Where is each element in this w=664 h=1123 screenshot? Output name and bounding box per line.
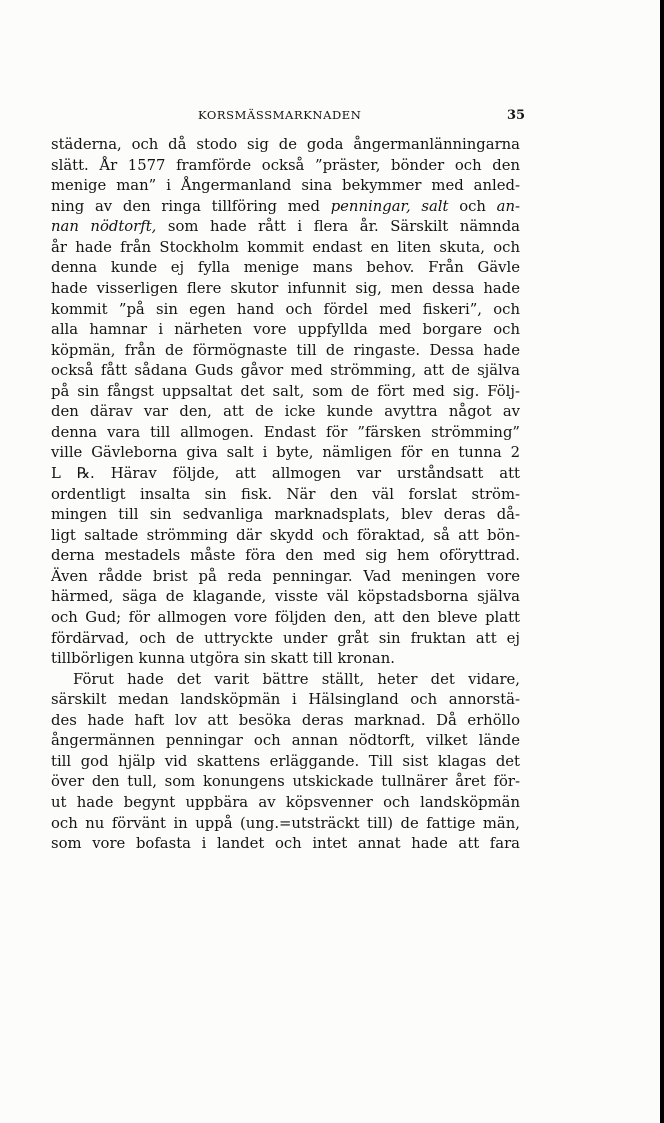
text-line <box>51 341 520 362</box>
text-segment: denna vara till allmogen. Endast för ”färsken strömming” <box>51 423 520 441</box>
text-line <box>51 834 520 855</box>
text-line <box>51 197 520 218</box>
text-segment: ordentligt insalta sin fisk. När den väl forslat ström- <box>51 485 520 503</box>
text-line <box>51 608 520 629</box>
text-segment: den därav var den, att de icke kunde avyttra något av <box>51 403 520 421</box>
text-line <box>51 176 520 197</box>
text-segment: och Gud; för allmogen vore följden den, att den bleve platt <box>51 608 520 626</box>
italic-text: nan nödtorft, <box>51 218 157 236</box>
italic-text: an- <box>496 197 521 215</box>
text-line <box>51 156 520 177</box>
text-line <box>51 567 520 588</box>
text-line <box>51 526 520 547</box>
running-title: KORSMÄSSMARKNADEN <box>198 108 362 122</box>
text-segment: ville Gävleborna giva salt i byte, nämligen för en tunna 2 <box>51 444 520 462</box>
text-line <box>51 361 520 382</box>
text-line <box>51 217 520 238</box>
text-segment: köpmän, från de förmögnaste till de ringaste. Dessa hade <box>51 341 520 359</box>
text-line <box>51 485 520 506</box>
text-segment: ning av den ringa tillföring med <box>51 197 331 215</box>
text-segment: fördärvad, och de uttryckte under gråt sin fruktan att ej <box>51 629 520 647</box>
text-segment: L ℞. Härav följde, att allmogen var urståndsatt att <box>51 465 520 482</box>
text-segment: hade visserligen flere skutor infunnit sig, men dessa hade <box>51 279 520 297</box>
text-line <box>51 402 520 423</box>
text-segment: ligt saltade strömming där skydd och föraktad, så att bön- <box>51 526 520 544</box>
italic-text: penningar, salt <box>330 197 449 215</box>
text-segment: kommit ”på sin egen hand och fördel med fiskeri”, och <box>51 300 520 318</box>
text-segment: år hade från Stockholm kommit endast en liten skuta, och <box>51 238 520 256</box>
text-segment: härmed, säga de klagande, visste väl köpstadsborna själva <box>51 588 520 606</box>
text-segment: derna mestadels måste föra den med sig hem oföryttrad. <box>51 547 520 565</box>
text-segment: som hade rått i flera år. Särskilt nämnda <box>156 218 520 236</box>
text-segment: ångermännen penningar och annan nödtorft, vilket lände <box>51 732 520 750</box>
text-line <box>51 238 520 259</box>
text-line <box>51 649 520 670</box>
text-segment: slätt. År 1577 framförde också ”präster, bönder och den <box>51 156 520 174</box>
text-line <box>51 320 520 341</box>
text-segment: Förut hade det varit bättre ställt, heter det vidare, <box>73 670 520 688</box>
text-line <box>51 546 520 567</box>
text-segment: som vore bofasta i landet och intet annat hade att fara <box>51 835 520 853</box>
page-edge <box>660 0 664 1123</box>
text-line <box>51 258 520 279</box>
text-line <box>51 443 520 464</box>
text-segment: Även rådde brist på reda penningar. Vad meningen vore <box>51 567 520 585</box>
page-number: 35 <box>507 108 526 123</box>
text-line <box>51 423 520 444</box>
text-line <box>51 629 520 650</box>
text-segment: städerna, och då stodo sig de goda ångermanlänningarna <box>51 136 520 153</box>
text-line <box>51 752 520 773</box>
text-line <box>51 670 520 691</box>
text-line <box>51 300 520 321</box>
text-line <box>51 793 520 814</box>
text-line <box>51 690 520 711</box>
text-segment: des hade haft lov att besöka deras marknad. Då erhöllo <box>51 711 520 729</box>
text-segment: och nu förvänt in uppå (ung.=utsträckt till) de fattige män, <box>51 814 520 832</box>
text-line <box>51 772 520 793</box>
text-segment: menige man” i Ångermanland sina bekymmer med anled- <box>51 177 520 195</box>
text-line <box>51 279 520 300</box>
text-line <box>51 587 520 608</box>
text-segment: alla hamnar i närheten vore uppfyllda med borgare och <box>51 321 520 339</box>
text-segment: på sin fångst uppsaltat det salt, som de fört med sig. Följ- <box>51 382 520 400</box>
text-segment: och <box>448 197 497 215</box>
text-line <box>51 711 520 732</box>
text-segment: denna kunde ej fylla menige mans behov. Från Gävle <box>51 259 520 277</box>
text-segment: mingen till sin sedvanliga marknadsplats, blev deras då- <box>51 506 520 524</box>
running-header <box>0 108 664 130</box>
text-line <box>51 505 520 526</box>
text-segment: över den tull, som konungens utskickade tullnärer året för- <box>51 773 520 791</box>
text-line <box>51 382 520 403</box>
text-line <box>51 135 520 156</box>
text-line <box>51 731 520 752</box>
text-segment: ut hade begynt uppbära av köpsvenner och landsköpmän <box>51 794 520 811</box>
text-segment: tillbörligen kunna utgöra sin skatt till kronan. <box>51 650 395 668</box>
text-segment: till god hjälp vid skattens erläggande. Till sist klagas det <box>51 752 520 770</box>
text-line <box>51 464 520 485</box>
text-line <box>51 814 520 835</box>
text-segment: särskilt medan landsköpmän i Hälsingland och annorstä- <box>51 691 520 709</box>
body-text <box>51 135 520 855</box>
text-segment: också fått sådana Guds gåvor med strömming, att de själva <box>51 362 520 380</box>
